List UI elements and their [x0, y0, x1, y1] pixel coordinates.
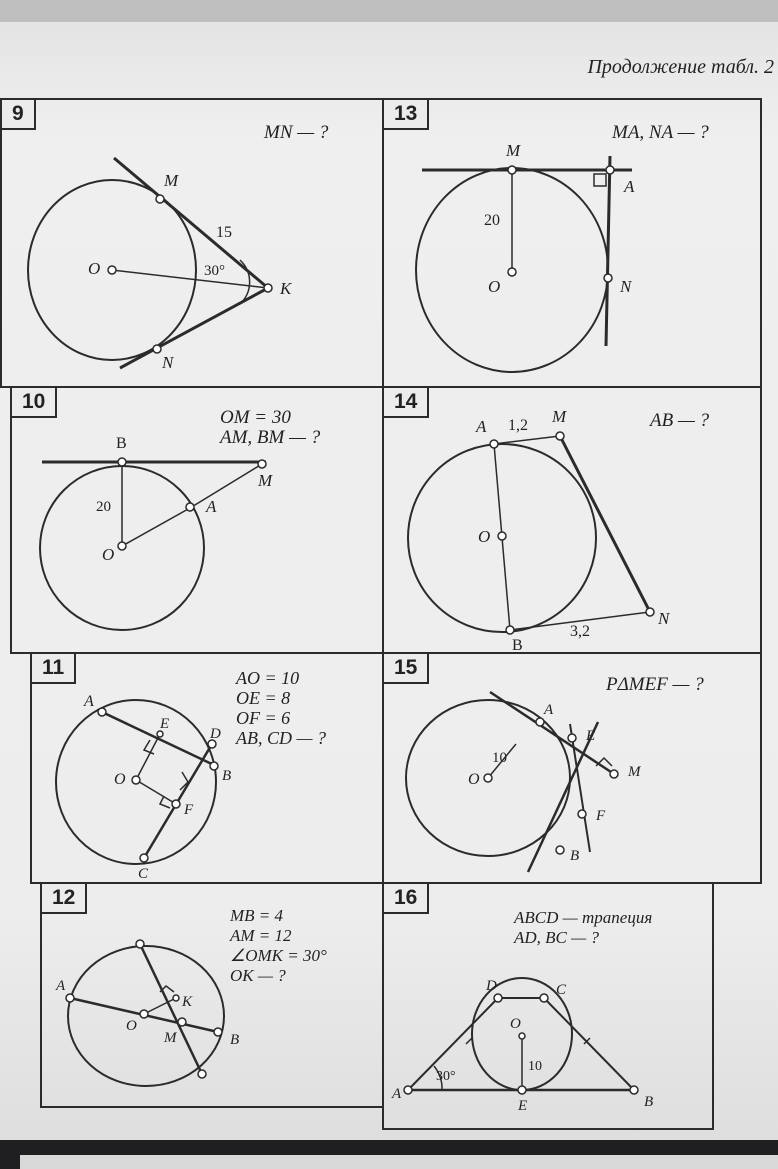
label-O: O [488, 277, 501, 296]
label-O: O [510, 1016, 521, 1032]
label-B: B [644, 1094, 654, 1110]
problem-12 [40, 882, 384, 1108]
label-O: O [468, 771, 480, 788]
label-D: D [210, 726, 221, 742]
given-line: MB = 4 [230, 906, 284, 925]
problem-question: MN — ? [264, 122, 329, 143]
page-top-band [0, 0, 778, 22]
label-F: F [184, 802, 194, 818]
given-line: AM = 12 [230, 926, 292, 945]
given-line: ABCD — трапеция [514, 908, 653, 927]
table-caption: Продолжение табл. 2 [587, 56, 774, 78]
label-O: O [102, 545, 115, 564]
given-line: OM = 30 [220, 407, 291, 428]
label-A: A [392, 1086, 402, 1102]
label-M: M [258, 471, 273, 490]
figure-14 [384, 388, 764, 656]
problem-number: 14 [382, 386, 429, 418]
label-radius: 20 [484, 212, 500, 229]
problem-14 [382, 386, 762, 654]
problem-10 [10, 386, 384, 654]
label-radius: 20 [96, 499, 111, 515]
figure-13 [384, 100, 764, 390]
label-A: A [206, 497, 217, 516]
label-N: N [162, 353, 174, 372]
given-line: AM, BM — ? [220, 427, 321, 448]
label-angle: 30° [436, 1069, 456, 1084]
label-B: B [570, 848, 580, 864]
label-O: O [114, 771, 126, 788]
label-K: K [280, 279, 292, 298]
figure-12 [42, 884, 386, 1110]
label-angle: 30° [204, 263, 225, 279]
problem-13 [382, 98, 762, 388]
given-line: OK — ? [230, 966, 286, 985]
label-N: N [658, 609, 670, 628]
label-BN: 3,2 [570, 623, 590, 640]
problem-number: 16 [382, 882, 429, 914]
label-O: O [88, 259, 101, 278]
label-AM: 1,2 [508, 417, 528, 434]
problem-question: AB — ? [650, 410, 710, 431]
label-E: E [160, 716, 170, 732]
label-M: M [164, 1030, 177, 1046]
label-B: B [512, 637, 523, 654]
label-M: M [628, 764, 641, 780]
label-C: C [556, 982, 567, 998]
problem-number: 15 [382, 652, 429, 684]
label-E: E [518, 1098, 528, 1114]
figure-16 [384, 884, 716, 1132]
label-A: A [56, 978, 66, 994]
given-line: ∠OMK = 30° [230, 946, 327, 965]
label-A: A [544, 702, 554, 718]
label-radius: 10 [492, 750, 507, 766]
label-M: M [506, 141, 521, 160]
label-B: B [116, 435, 127, 452]
given-line: OF = 6 [236, 708, 291, 728]
figure-15 [384, 654, 764, 886]
label-D: D [486, 978, 497, 994]
label-N: N [620, 277, 632, 296]
given-line: OE = 8 [236, 688, 291, 708]
next-page-strip [20, 1155, 778, 1169]
label-A: A [84, 693, 94, 710]
label-K: K [182, 994, 193, 1010]
label-O: O [478, 527, 491, 546]
problem-table [0, 98, 762, 1114]
label-B: B [222, 768, 232, 784]
given-line: AD, BC — ? [514, 928, 599, 947]
label-length: 15 [216, 224, 232, 241]
problem-9 [0, 98, 384, 388]
figure-9 [2, 100, 386, 390]
figure-10 [12, 388, 386, 656]
label-O: O [126, 1018, 137, 1034]
problem-question: MA, NA — ? [612, 122, 709, 143]
problem-question: PΔMEF — ? [606, 674, 704, 695]
label-E: E [586, 728, 596, 744]
label-A: A [476, 417, 487, 436]
label-A: A [624, 177, 635, 196]
label-M: M [552, 407, 567, 426]
problem-number: 12 [40, 882, 87, 914]
problem-16 [382, 882, 714, 1130]
problem-number: 13 [382, 98, 429, 130]
figure-11 [32, 654, 386, 886]
label-F: F [596, 808, 606, 824]
problem-15 [382, 652, 762, 884]
problem-number: 10 [10, 386, 57, 418]
label-C: C [138, 866, 149, 882]
given-line: AB, CD — ? [236, 728, 326, 748]
label-radius: 10 [528, 1059, 542, 1074]
problem-11 [30, 652, 384, 884]
given-line: AO = 10 [236, 668, 300, 688]
label-B: B [230, 1032, 240, 1048]
problem-number: 9 [0, 98, 36, 130]
problem-number: 11 [30, 652, 76, 684]
label-M: M [164, 171, 179, 190]
